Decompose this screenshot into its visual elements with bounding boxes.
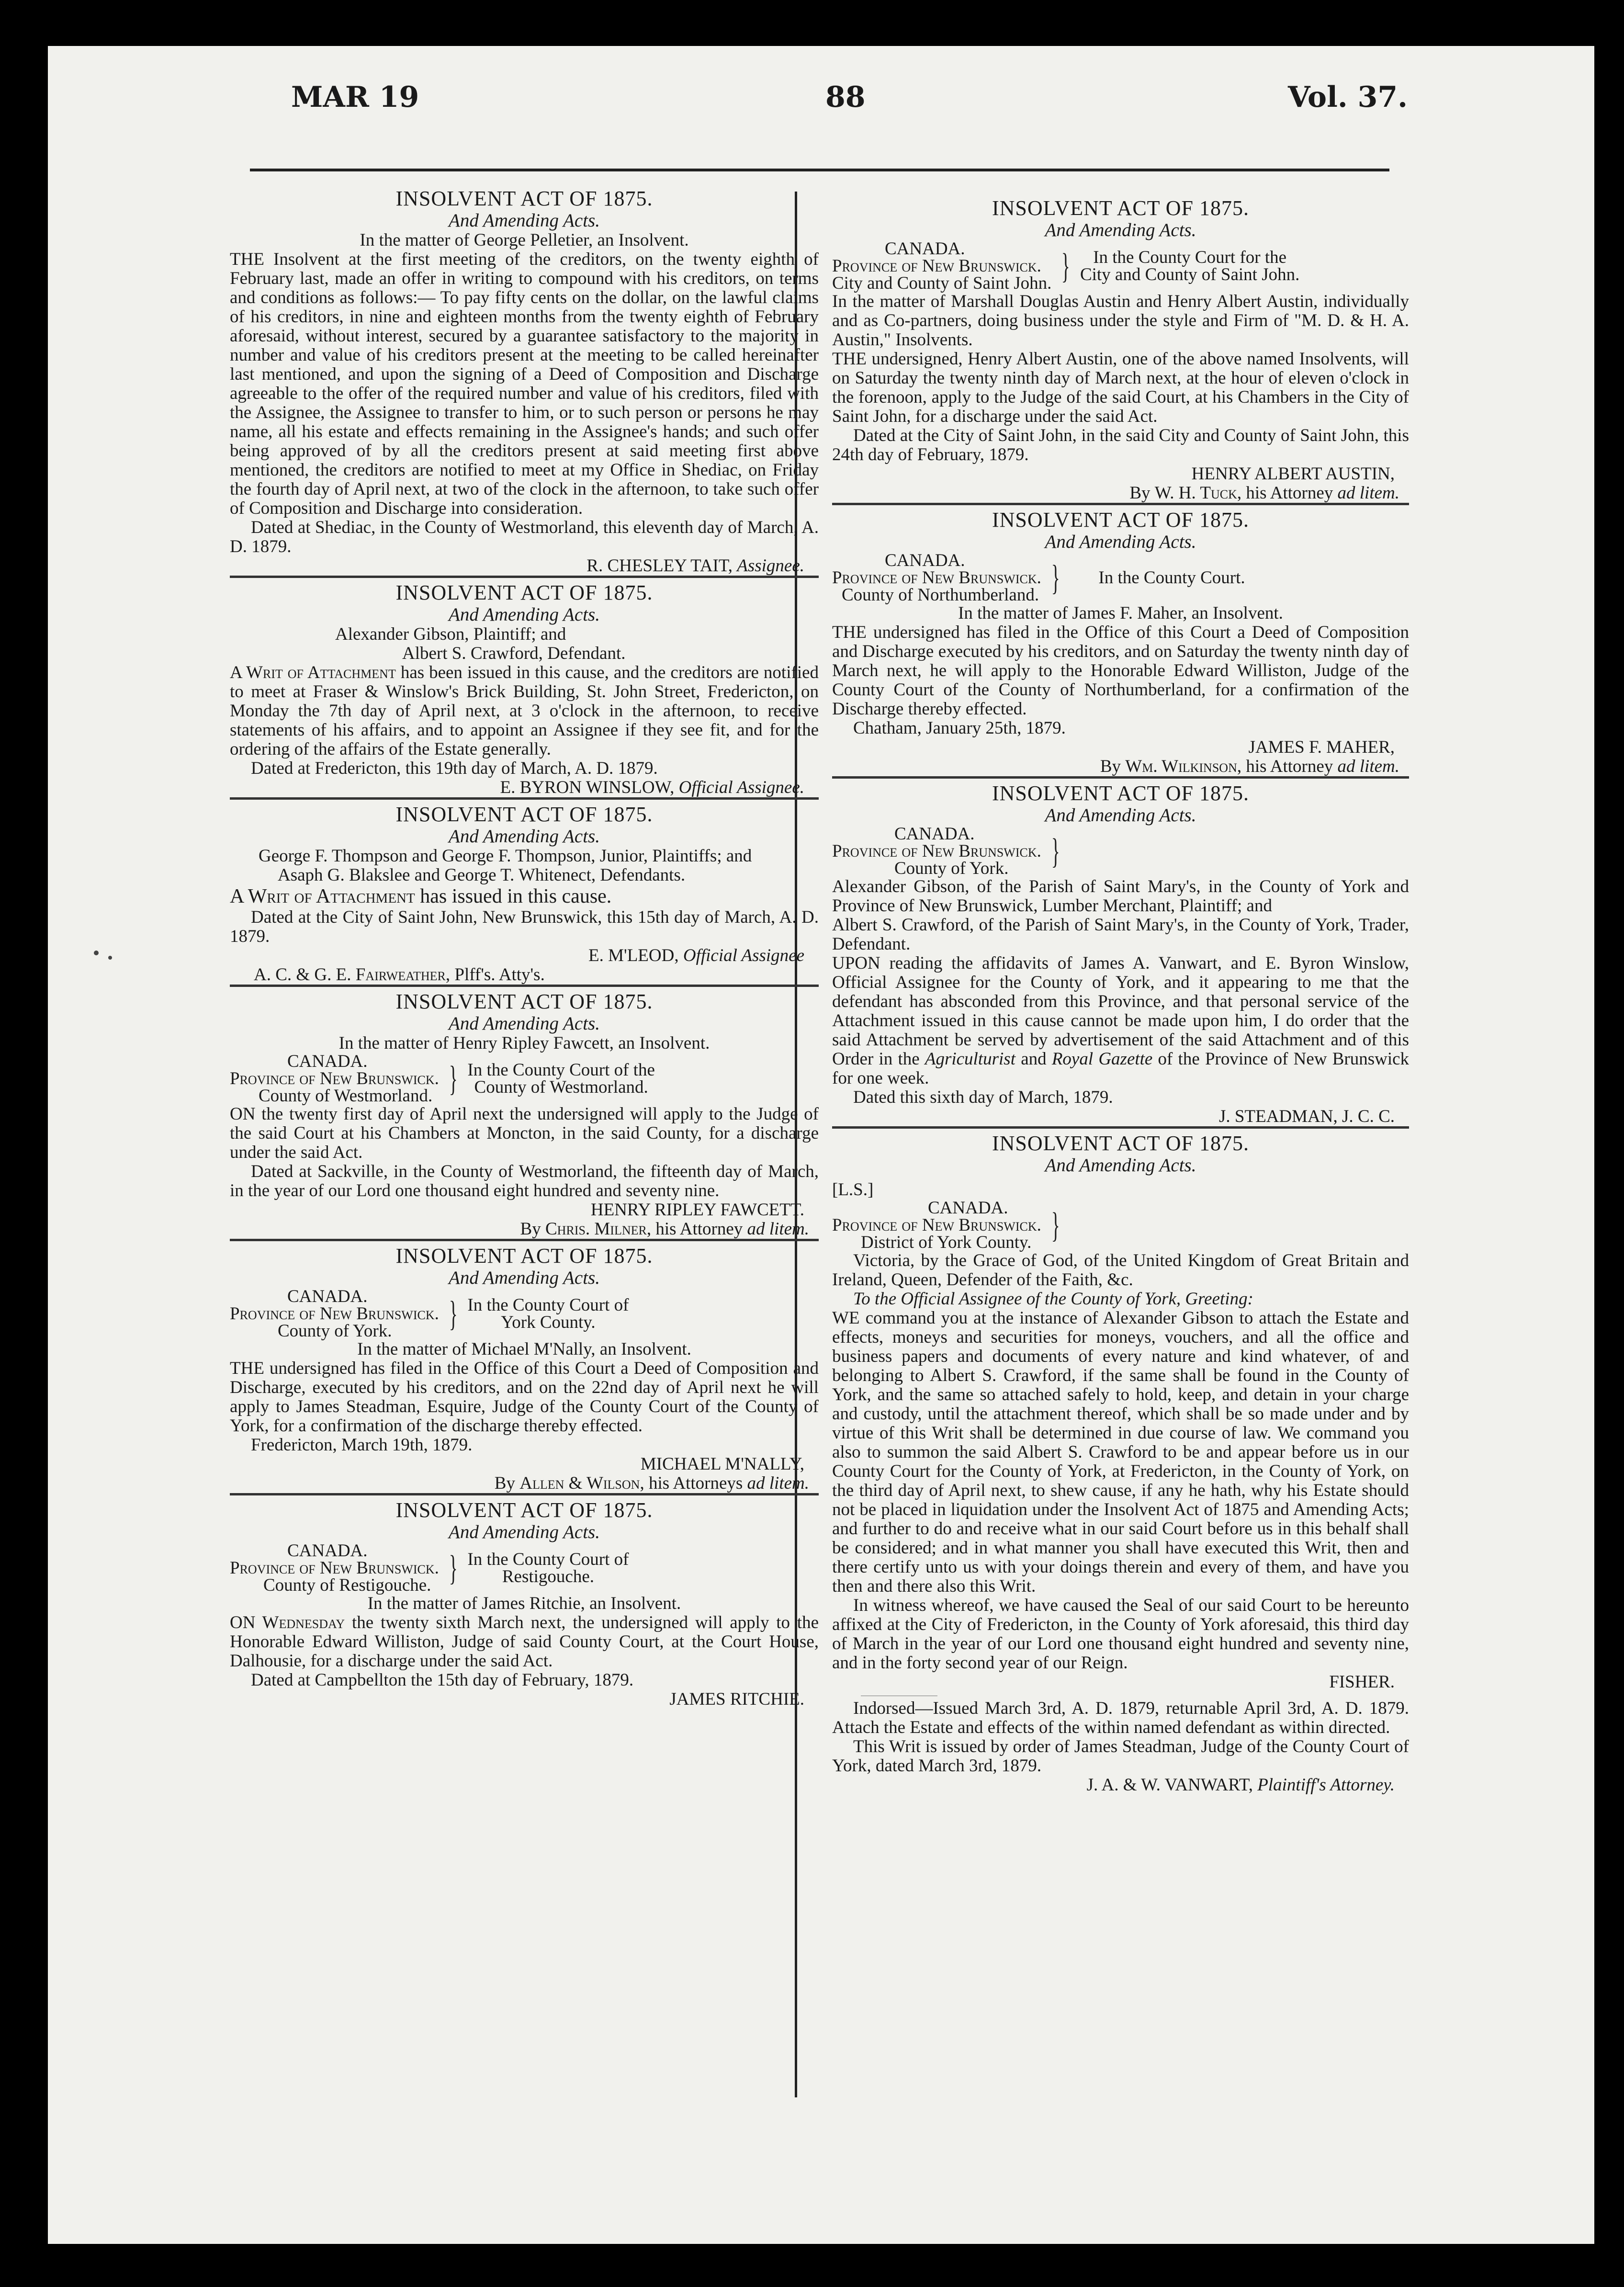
- venue-block: [230, 1542, 819, 1594]
- province-label: Province of New Brunswick.: [832, 841, 1041, 861]
- notice-body: ON the twenty first day of April next the undersigned will apply to the Judge of the said Court at his Chambers at Moncton, in the said County, for a discharge under the said Act.: [230, 1104, 819, 1162]
- court-label: County of Westmorland.: [474, 1077, 648, 1097]
- newspaper-name: Agriculturist: [925, 1049, 1015, 1069]
- order-paragraph: This Writ is issued by order of James Steadman, Judge of the County Court of York, dated March 3rd, 1879.: [832, 1737, 1409, 1776]
- province-label: Province of New Brunswick.: [832, 1215, 1041, 1235]
- venue-right: [467, 1297, 629, 1331]
- attorney-name: Allen & Wilson,: [519, 1473, 644, 1493]
- notice-gibson-order: [832, 776, 1409, 1126]
- party-line: Asaph G. Blakslee and George T. Whitenect, Defendants.: [278, 865, 686, 885]
- writ-lead: A Writ of Attachment: [230, 885, 415, 907]
- venue-left: [230, 1288, 439, 1340]
- notice-title: INSOLVENT ACT OF 1875.: [395, 803, 653, 826]
- country-label: CANADA.: [894, 824, 975, 844]
- writ-text: has issued in this cause.: [420, 885, 612, 907]
- notice-thompson: [230, 797, 819, 985]
- dated-line: Dated at Shediac, in the County of Westmorland, this eleventh day of March, A. D. 1879.: [230, 518, 819, 556]
- signature-line: [230, 946, 819, 965]
- province-label: Province of New Brunswick.: [230, 1069, 439, 1088]
- matter-line: In the matter of George Pelletier, an Insolvent.: [360, 230, 689, 250]
- brace-icon: }: [449, 1549, 458, 1588]
- notice-austin: [832, 196, 1409, 503]
- country-label: CANADA.: [287, 1541, 368, 1561]
- left-column: [230, 184, 819, 1709]
- signature-role: Official Assignee.: [678, 778, 804, 797]
- notice-subtitle: And Amending Acts.: [1045, 532, 1196, 552]
- venue-right: [467, 1062, 655, 1096]
- attorney-line: [230, 1220, 819, 1239]
- party-paragraph: Alexander Gibson, of the Parish of Saint Mary's, in the County of York and Province of New Brunswick, Lumber Merchant, Plaintiff; and: [832, 877, 1409, 916]
- header-rule: [250, 169, 1389, 171]
- court-label: In the County Court of the: [467, 1060, 655, 1080]
- dated-line: Dated at Fredericton, this 19th day of March, A. D. 1879.: [251, 759, 658, 778]
- signature-name: J. STEADMAN, J. C. C.: [1219, 1107, 1395, 1126]
- signature-name: JAMES F. MAHER,: [1248, 737, 1395, 757]
- venue-left: [832, 552, 1041, 604]
- signature-role: Official Assignee: [683, 946, 804, 965]
- party-line: George F. Thompson and George F. Thompson, Junior, Plaintiffs; and: [259, 846, 752, 866]
- country-label: CANADA.: [885, 551, 965, 570]
- signature-name: E. BYRON WINSLOW,: [500, 778, 675, 797]
- court-label: In the County Court.: [1098, 568, 1245, 588]
- venue-block: [230, 1053, 819, 1105]
- witness-signature: FISHER.: [1329, 1672, 1395, 1692]
- court-label: In the County Court of: [467, 1295, 629, 1315]
- province-label: Province of New Brunswick.: [230, 1304, 439, 1324]
- county-label: County of Northumberland.: [842, 585, 1039, 605]
- notice-body: THE undersigned has filed in the Office of this Court a Deed of Composition and Discharge, executed by his creditors, and on the 22nd day of April next he will apply to James Steadman, Esquire, Judge of the County Court of the County of York, for a confirmation of the discharge thereby effected.: [230, 1359, 819, 1436]
- venue-left: [832, 240, 1051, 292]
- attorney-line: [230, 1474, 819, 1493]
- signature-name: HENRY ALBERT AUSTIN,: [1191, 464, 1395, 484]
- attorney-name: Wm. Wilkinson,: [1125, 757, 1242, 776]
- venue-right: [467, 1551, 629, 1585]
- ink-speck: [94, 951, 99, 955]
- venue-block: [832, 1200, 1409, 1251]
- signature-name: R. CHESLEY TAIT,: [586, 556, 733, 576]
- party-line: Alexander Gibson, Plaintiff; and: [335, 624, 566, 644]
- brace-icon: }: [449, 1059, 458, 1098]
- matter-line: In the matter of Henry Ripley Fawcett, an Insolvent.: [338, 1033, 710, 1053]
- dated-line: Dated this sixth day of March, 1879.: [853, 1087, 1113, 1107]
- venue-left: [832, 1200, 1041, 1251]
- attorney-role: ad litem.: [1337, 757, 1399, 776]
- matter-line: In the matter of Michael M'Nally, an Insolvent.: [357, 1339, 691, 1359]
- newspaper-name: Royal Gazette: [1051, 1049, 1153, 1069]
- notice-body: THE undersigned, Henry Albert Austin, one of the above named Insolvents, will on Saturday the twenty ninth day of March next, at the hour of eleven o'clock in the forenoon, apply to the Judge of the said Court, at his Chambers in the City of Saint John, for a discharge under the said Act.: [832, 349, 1409, 426]
- notice-body: [230, 885, 819, 908]
- notice-title: INSOLVENT ACT OF 1875.: [395, 990, 653, 1013]
- attorney-by: By: [1129, 483, 1150, 503]
- notice-pelletier: [230, 187, 819, 576]
- signature-line: [230, 778, 819, 797]
- notice-title: INSOLVENT ACT OF 1875.: [992, 508, 1250, 532]
- court-label: Restigouche.: [502, 1567, 595, 1586]
- victoria-line: Victoria, by the Grace of God, of the United Kingdom of Great Britain and Ireland, Queen, Defender of the Faith, &c.: [832, 1251, 1409, 1290]
- attorney-by: By: [520, 1219, 541, 1239]
- notice-title: INSOLVENT ACT OF 1875.: [395, 581, 653, 604]
- address-line: To the Official Assignee of the County of York, Greeting:: [853, 1289, 1253, 1309]
- writ-body: WE command you at the instance of Alexander Gibson to attach the Estate and effects, moneys and securities for moneys, vouchers, and all the office and business papers and documents of every nature and kind whatever, of and belonging to Albert S. Crawford, if the same shall be found in the County of York, and the same so attached safely to hold, keep, and detain in your charge and custody, until the attachment thereof, which shall be so made under and by virtue of this Writ shall be determined in due course of law. We command you also to summon the said Albert S. Crawford to be and appear before us in our County Court for the County of York, at Fredericton, in the County of York, on the third day of April next, to shew cause, if any he hath, why his Estate should not be placed in liquidation under the Insolvent Act of 1875 and Amending Acts; and further to do and receive what in our said Court before us in this behalf shall be considered; and in what manner you shall have executed this Writ, then and there certify unto us with your doings therein and every of them, and have you then and there also this Writ.: [832, 1308, 1409, 1596]
- attorney-by: By: [494, 1473, 515, 1493]
- notice-ritchie: [230, 1493, 819, 1709]
- notice-subtitle: And Amending Acts.: [1045, 220, 1196, 240]
- venue-left: [230, 1053, 439, 1105]
- brace-icon: }: [1051, 1206, 1060, 1245]
- notice-gibson-crawford: [230, 576, 819, 797]
- venue-right: [1080, 249, 1299, 283]
- attorney-text: his Attorney: [655, 1219, 743, 1239]
- notice-maher: [832, 503, 1409, 776]
- notice-subtitle: And Amending Acts.: [449, 826, 600, 847]
- court-label: York County.: [501, 1313, 596, 1332]
- venue-left: [230, 1542, 439, 1594]
- signature-name: J. A. & W. VANWART,: [1086, 1775, 1253, 1795]
- indorsed-paragraph: Indorsed—Issued March 3rd, A. D. 1879, returnable April 3rd, A. D. 1879. Attach the Estate and effects of the within named defendant as within directed.: [832, 1698, 1409, 1737]
- order-text: of the Province of New Brunswick for one week.: [832, 1049, 1410, 1088]
- brace-icon: }: [1051, 832, 1060, 871]
- notice-body: THE Insolvent at the first meeting of the creditors, on the twenty eighth of February last, made an offer in writing to compound with his creditors, on terms and conditions as follows:— To pay fifty cents on the dollar, on the lawful claims of his creditors, in nine and eighteen months from the twenty eighth of February aforesaid, without interest, secured by a guarantee satisfactory to the majority in number and value of his creditors present at the meeting to be called hereinafter last mentioned, and upon the signing of a Deed of Composition and Discharge agreeable to the offer of the required number and value of his creditors, filed with the Assignee, the Assignee to transfer to him, or to such person or persons he may name, all his estate and effects remaining in the Assignee's hands; and such offer being approved of by all the creditors present at said meeting first above mentioned, the creditors are notified to meet at my Office in Shediac, on Friday the fourth day of April next, at two of the clock in the afternoon, to take such offer of Composition and Discharge into consideration.: [230, 249, 819, 518]
- venue-right: [1070, 569, 1245, 587]
- matter-line: In the matter of James Ritchie, an Insolvent.: [367, 1594, 681, 1613]
- notice-title: INSOLVENT ACT OF 1875.: [992, 1132, 1250, 1155]
- brace-icon: }: [1051, 558, 1060, 598]
- signature-line: [832, 1776, 1409, 1795]
- notice-subtitle: And Amending Acts.: [1045, 805, 1196, 826]
- county-label: City and County of Saint John.: [832, 273, 1052, 293]
- notice-subtitle: And Amending Acts.: [449, 1013, 600, 1034]
- county-label: County of York.: [278, 1321, 392, 1341]
- province-label: Province of New Brunswick.: [832, 256, 1041, 276]
- province-label: Province of New Brunswick.: [230, 1558, 439, 1578]
- dated-line: Dated at Sackville, in the County of Westmorland, the fifteenth day of March, in the year of our Lord one thousand eight hundred and seventy nine.: [230, 1162, 819, 1200]
- attorney-by: By: [1100, 757, 1121, 776]
- venue-block: [832, 552, 1409, 604]
- header-date: MAR 19: [291, 80, 419, 114]
- attorney-role: ad litem.: [747, 1473, 809, 1493]
- dated-line: Dated at the City of Saint John, New Brunswick, this 15th day of March, A. D. 1879.: [230, 907, 819, 946]
- county-label: County of Restigouche.: [263, 1575, 431, 1595]
- seal-mark: [L.S.]: [832, 1180, 874, 1200]
- dated-line: Dated at the City of Saint John, in the said City and County of Saint John, this 24th day of February, 1879.: [832, 426, 1409, 464]
- notice-fawcett: [230, 985, 819, 1239]
- order-body: [832, 954, 1409, 1088]
- county-label: County of Westmorland.: [259, 1086, 433, 1106]
- notice-body: [230, 663, 819, 759]
- notice-subtitle: And Amending Acts.: [449, 210, 600, 231]
- court-label: City and County of Saint John.: [1080, 265, 1300, 284]
- witness-paragraph: In witness whereof, we have caused the Seal of our said Court to be hereunto affixed at the City of Fredericton, in the County of York aforesaid, this third day of March in the year of our Lord one thousand eight hundred and seventy nine, and in the forty second year of our Reign.: [832, 1596, 1409, 1673]
- signature-role: Assignee.: [737, 556, 804, 576]
- venue-block: [832, 240, 1409, 292]
- signature-name: E. M'LEOD,: [588, 946, 679, 965]
- signature-line: [230, 556, 819, 576]
- county-label: County of York.: [894, 859, 1009, 878]
- notice-subtitle: And Amending Acts.: [1045, 1155, 1196, 1176]
- notice-body: [230, 1613, 819, 1671]
- county-label: District of York County.: [861, 1233, 1032, 1252]
- country-label: CANADA.: [928, 1198, 1008, 1218]
- venue-block: [230, 1288, 819, 1340]
- attorney-text: his Attorney: [1246, 483, 1333, 503]
- brace-icon: }: [449, 1294, 458, 1334]
- attorney-role: ad litem.: [747, 1219, 809, 1239]
- dated-line: Dated at Campbellton the 15th day of February, 1879.: [251, 1670, 634, 1690]
- notice-text: the twenty sixth March next, the undersigned will apply to the Honorable Edward Williston, Judge of said County Court, at the Court House, Dalhousie, for a discharge under the said Act.: [230, 1613, 819, 1671]
- attorney-line: [832, 757, 1409, 776]
- attorney-role: Plff's. Atty's.: [454, 965, 545, 985]
- matter-line: In the matter of James F. Maher, an Insolvent.: [958, 603, 1283, 623]
- attorney-role: ad litem.: [1337, 483, 1399, 503]
- notice-subtitle: And Amending Acts.: [449, 1522, 600, 1542]
- attorney-line: [230, 965, 819, 985]
- party-line: Albert S. Crawford, Defendant.: [402, 644, 626, 663]
- attorney-name: Chris. Milner,: [545, 1219, 652, 1239]
- notice-lead: ON Wednesday: [230, 1613, 345, 1632]
- court-label: In the County Court of: [467, 1550, 629, 1569]
- notice-title: INSOLVENT ACT OF 1875.: [395, 187, 653, 210]
- signature-name: MICHAEL M'NALLY,: [640, 1454, 804, 1474]
- notice-subtitle: And Amending Acts.: [449, 604, 600, 625]
- country-label: CANADA.: [885, 239, 965, 259]
- attorney-text: his Attorneys: [648, 1473, 743, 1493]
- country-label: CANADA.: [287, 1287, 368, 1306]
- attorney-line: [832, 484, 1409, 503]
- attorney-name: W. H. Tuck,: [1154, 483, 1242, 503]
- notice-subtitle: And Amending Acts.: [449, 1268, 600, 1288]
- notice-title: INSOLVENT ACT OF 1875.: [992, 781, 1250, 805]
- writ-lead: A Writ of Attachment: [230, 663, 396, 682]
- venue-left: [832, 826, 1041, 877]
- right-column: [832, 193, 1409, 1795]
- signature-name: HENRY RIPLEY FAWCETT.: [590, 1200, 804, 1220]
- dated-line: Chatham, January 25th, 1879.: [853, 718, 1066, 738]
- court-label: In the County Court for the: [1093, 248, 1287, 267]
- province-label: Province of New Brunswick.: [832, 568, 1041, 588]
- page-number: 88: [825, 80, 866, 114]
- signature-role: Plaintiff's Attorney.: [1257, 1775, 1395, 1795]
- order-text: UPON reading the affidavits of James A. Vanwart, and E. Byron Winslow, Official Assignee for the County of York, and it appearing to me that the defendant has absconded from this Province, and that personal service of the Attachment issued in this cause cannot be made upon him, I do order that the said Attachment be served by advertisement of the said Attachment and of this Order in the: [832, 953, 1409, 1069]
- notice-writ: [832, 1126, 1409, 1795]
- attorney-text: his Attorney: [1246, 757, 1333, 776]
- notice-title: INSOLVENT ACT OF 1875.: [992, 196, 1250, 220]
- matter-paragraph: In the matter of Marshall Douglas Austin and Henry Albert Austin, individually and as Co-partners, doing business under the style and Firm of "M. D. & H. A. Austin," Insolvents.: [832, 292, 1409, 350]
- signature-name: JAMES RITCHIE.: [669, 1689, 804, 1709]
- volume-number: Vol. 37.: [1288, 80, 1408, 114]
- country-label: CANADA.: [287, 1052, 368, 1071]
- notice-body: THE undersigned has filed in the Office of this Court a Deed of Composition and Discharge executed by his creditors, and on Saturday the twenty ninth day of March next, he will apply to the Honorable Edward Williston, Judge of the County Court of the County of Northumberland, for a confirmation of the Discharge thereby effected.: [832, 623, 1409, 719]
- order-text: and: [1021, 1049, 1047, 1069]
- party-paragraph: Albert S. Crawford, of the Parish of Saint Mary's, in the County of York, Trader, Defendant.: [832, 915, 1409, 954]
- brace-icon: }: [1061, 247, 1071, 286]
- notice-mcnally: [230, 1239, 819, 1493]
- ink-speck: [108, 956, 112, 960]
- notice-title: INSOLVENT ACT OF 1875.: [395, 1244, 653, 1268]
- dated-line: Fredericton, March 19th, 1879.: [251, 1435, 473, 1455]
- writ-text: has been issued in this cause, and the creditors are notified to meet at Fraser & Winslow's Brick Building, St. John Street, Fredericton, on Monday the 7th day of April next, at 3 o'clock in the afternoon, to receive statements of his affairs, and to appoint an Assignee if they see fit, and for the ordering of the affairs of the Estate generally.: [230, 663, 819, 759]
- notice-title: INSOLVENT ACT OF 1875.: [395, 1498, 653, 1522]
- venue-block: [832, 826, 1409, 877]
- attorney-name: A. C. & G. E. Fairweather,: [254, 965, 451, 985]
